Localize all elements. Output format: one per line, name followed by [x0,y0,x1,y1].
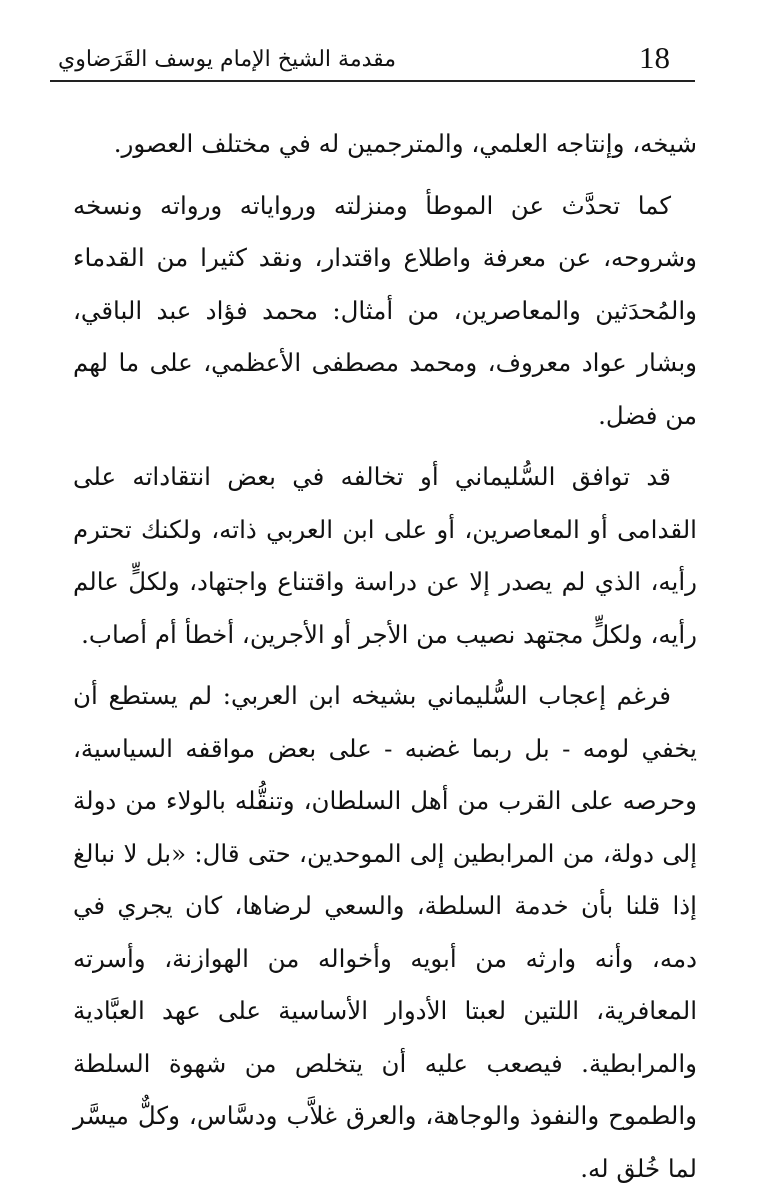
paragraph-criticism: فرغم إعجاب السُّليماني بشيخه ابن العربي: لم يستطع أن يخفي لومه - بل ربما غضبه - على بعض مواقفه السياسية، وحرصه على القرب من أهل السلطان، وتنقُّله بالولاء من دولة إلى دولة، من المرابطين إلى الموحدين، حتى قال: «بل لا نبالغ إذا قلنا بأن خدمة السلطة، والسعي لرضاها، كان يجري في دمه، وأنه وارثه من أبويه وأخواله من الهوازنة، وأسرته المعافرية، اللتين لعبتا الأدوار الأساسية على عهد العبَّادية والمرابطية. فيصعب عليه أن يتخلص من شهوة السلطة والطموح والنفوذ والوجاهة، والعرق غلاَّب ودسَّاس، وكلٌّ ميسَّر لما خُلق له. [73,681,697,1183]
header-rule [50,80,695,82]
running-title: مقدمة الشيخ الإمام يوسف القَرَضاوي [58,47,397,72]
paragraph-agreement: قد توافق السُّليماني أو تخالفه في بعض انتقاداته على القدامى أو المعاصرين، أو على ابن العربي ذاته، ولكنك تحترم رأيه، الذي لم يصدر إلا عن دراسة واقتناع واجتهاد، ولكلٍّ عالم رأيه، ولكلٍّ مجتهد نصيب من الأجر أو الأجرين، أخطأ أم أصاب. [73,462,697,649]
body-text [73,118,697,1195]
page-header [50,38,698,82]
paragraph-muwatta: كما تحدَّث عن الموطأ ومنزلته ورواياته ورواته ونسخه وشروحه، عن معرفة واطلاع واقتدار، ونقد كثيرا من القدماء والمُحدَثين والمعاصرين، من أمثال: محمد فؤاد عبد الباقي، وبشار عواد معروف، ومحمد مصطفى الأعظمي، على ما لهم من فضل. [73,190,697,430]
page-number: 18 [639,40,670,75]
paragraph-continued: شيخه، وإنتاجه العلمي، والمترجمين له في مختلف العصور. [113,129,697,158]
